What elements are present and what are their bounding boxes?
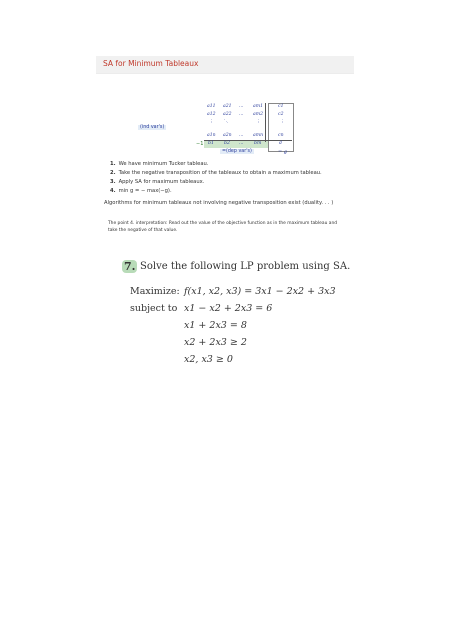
tableau-cell: ... [239, 104, 244, 109]
problem-number: 7. [124, 260, 136, 273]
constraint-3: x2 + 2x3 ≥ 2 [184, 337, 247, 348]
steps-list [110, 160, 322, 196]
tableau-cell: d [279, 141, 282, 146]
tableau-cell: ... [239, 112, 244, 117]
tableau-cell: cn [278, 133, 284, 138]
objective-g-label: = g [278, 149, 287, 155]
tableau-cell: amn [253, 133, 264, 138]
slide-title: SA for Minimum Tableaux [103, 59, 199, 68]
objective-function: f(x1, x2, x3) = 3x1 − 2x2 + 3x3 [184, 286, 336, 297]
tableau-cell: b2 [224, 141, 230, 146]
tableau-cell: ⋮ [256, 120, 261, 125]
list-item: 4. min g = − max(−g). [110, 188, 172, 194]
dependent-variables-label: =(dep var's) [222, 149, 252, 154]
list-item: 3. Apply SA for maximum tableaux. [110, 179, 205, 185]
tableau-cell: a2n [223, 133, 232, 138]
tableau-cell: a21 [223, 104, 232, 109]
minus-one-label: −1 [196, 141, 204, 147]
constraint-2: x1 + 2x3 = 8 [184, 320, 247, 331]
tableau-cell: a1n [207, 133, 216, 138]
duality-note: Algorithms for minimum tableaux not involving negative transposition exist (duality. . . ) [104, 200, 334, 206]
tableau-cell: ⋮ [280, 120, 285, 125]
tableau-vertical-rule [265, 103, 266, 142]
tableau-cell: a12 [207, 112, 216, 117]
tableau-cell: c1 [278, 104, 284, 109]
tableau-cell: am2 [253, 112, 264, 117]
independent-variables-label: (ind var's) [140, 125, 165, 130]
list-item: 1. We have minimum Tucker tableau. [110, 161, 209, 167]
tableau-cell: ⋱ [224, 120, 229, 125]
tableau-cell: bm [254, 141, 262, 146]
constraint-1: x1 − x2 + 2x3 = 6 [184, 303, 273, 314]
list-item: 2. Take the negative transposition of the tableaux to obtain a maximum tableau. [110, 170, 322, 176]
slide-header [96, 56, 354, 74]
lecture-slide [96, 56, 354, 246]
tableau-cell: am1 [253, 104, 264, 109]
tableau-cell: a22 [223, 112, 232, 117]
tableau-cell: a11 [207, 104, 216, 109]
tableau-cell: ... [239, 133, 244, 138]
tableau-cell: c2 [278, 112, 284, 117]
problem-title: Solve the following LP problem using SA. [140, 261, 351, 272]
tableau-cell: b1 [208, 141, 214, 146]
maximize-label: Maximize: [130, 286, 180, 297]
tableau-cell: ⋮ [209, 120, 214, 125]
constraint-4: x2, x3 ≥ 0 [184, 354, 233, 365]
interpretation-note: The point 4. interpretation: Read out the value of the objective function as in the maximum tableau and take the negative of that value. [108, 221, 338, 233]
tableau-cell: ... [239, 141, 244, 146]
subject-to-label: subject to [130, 303, 178, 314]
